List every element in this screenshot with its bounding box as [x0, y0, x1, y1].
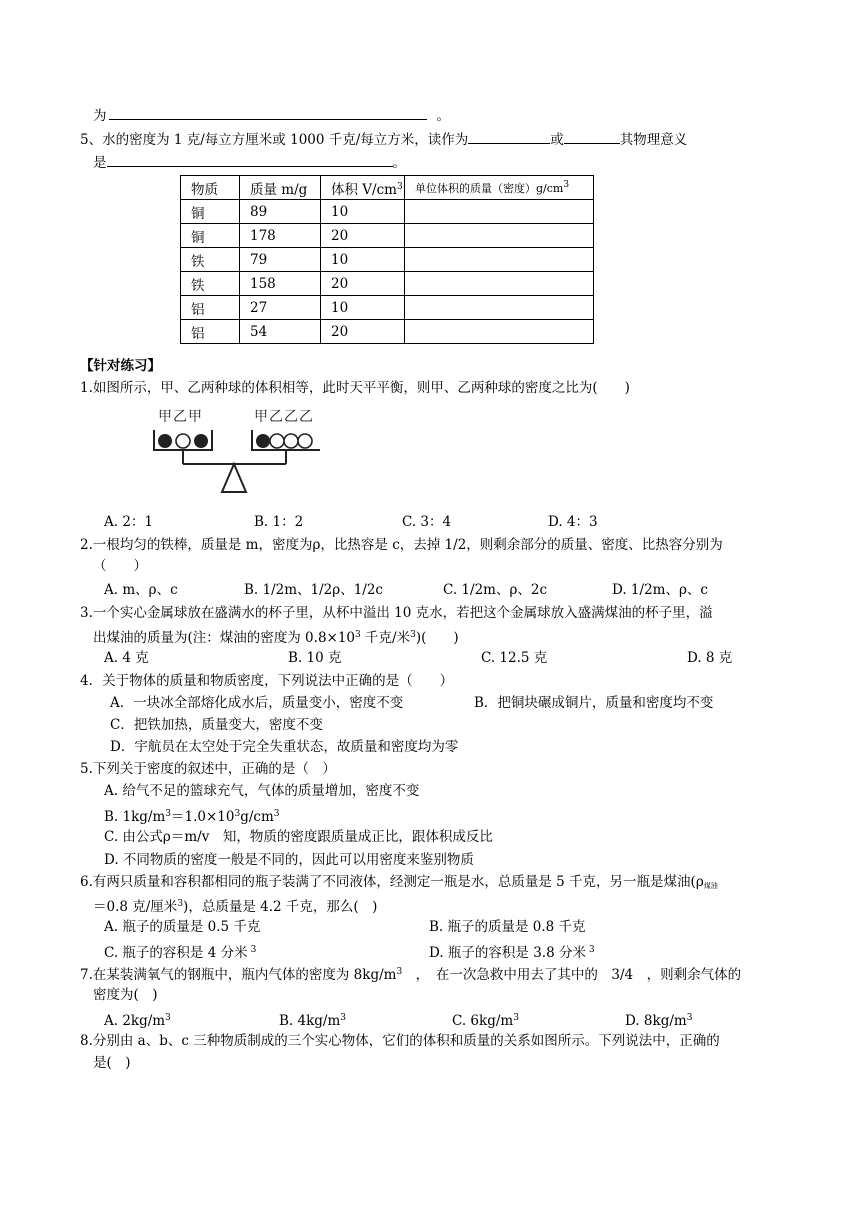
- answer-blank[interactable]: [107, 154, 393, 167]
- p1-option-c[interactable]: C. 3：4: [402, 514, 452, 530]
- q5-line1: 5、水的密度为 1 克/每立方厘米或 1000 千克/每立方米，读作为 或 其物理意义: [80, 132, 688, 148]
- p6-option-a[interactable]: A. 瓶子的质量是 0.5 千克: [104, 919, 261, 935]
- p1-option-d[interactable]: D. 4：3: [548, 514, 598, 530]
- q5-line2: 是 。: [93, 155, 406, 171]
- p2-option-c[interactable]: C. 1/2m、ρ、2c: [443, 582, 548, 598]
- p7-stem-1: 7.在某装满氧气的钢瓶中，瓶内气体的密度为 $8kg/m^3$ ， 在一次急救中用去了其中的 3/4 ，则剩余气体的: [80, 967, 742, 983]
- table-row: 铁 79 10: [181, 248, 594, 272]
- p4-option-c[interactable]: C．把铁加热，质量变大，密度不变: [110, 717, 323, 733]
- density-answer-cell[interactable]: [405, 224, 594, 248]
- section-title: 【针对练习】: [80, 358, 161, 374]
- p7-option-b[interactable]: B. $4kg/m^3$: [279, 1013, 346, 1029]
- table-row: 铜 178 20: [181, 224, 594, 248]
- p5-option-d[interactable]: D. 不同物质的密度一般是不同的，因此可以用密度来鉴别物质: [104, 852, 474, 868]
- p4-stem: 4．关于物体的质量和物质密度，下列说法中正确的是（ ）: [80, 673, 454, 689]
- p3-option-c[interactable]: C. 12.5 克: [481, 650, 548, 666]
- p7-option-c[interactable]: C. $6kg/m^3$: [452, 1013, 519, 1029]
- p1-option-b[interactable]: B. 1：2: [254, 514, 304, 530]
- density-answer-cell[interactable]: [405, 272, 594, 296]
- p2-paren: （ ）: [93, 558, 147, 574]
- density-answer-cell[interactable]: [405, 248, 594, 272]
- p4-option-d[interactable]: D．宇航员在太空处于完全失重状态，故质量和密度均为零: [110, 739, 459, 755]
- p5-option-c[interactable]: C. 由公式ρ＝m/v 知，物质的密度跟质量成正比，跟体积成反比: [104, 829, 493, 845]
- p4-option-b[interactable]: B．把铜块碾成铜片，质量和密度均不变: [474, 695, 714, 711]
- p3-stem-2: 出煤油的质量为(注：煤油的密度为 $0.8\times 10^3$ 千克/米$^3$)( ): [93, 630, 459, 646]
- p6-stem-1: 6.有两只质量和容积都相同的瓶子装满了不同液体，经测定一瓶是水，总质量是 5 千克，另一瓶是煤油($\rho_{煤油}$: [80, 874, 718, 890]
- table-row: 铝 54 20: [181, 320, 594, 344]
- density-answer-cell[interactable]: [405, 296, 594, 320]
- p7-stem-2: 密度为( ): [93, 987, 158, 1003]
- density-answer-cell[interactable]: [405, 320, 594, 344]
- table-row: 铁 158 20: [181, 272, 594, 296]
- p2-option-d[interactable]: D. 1/2m、ρ、c: [612, 582, 708, 598]
- p2-stem: 2.一根均匀的铁棒，质量是 m，密度为ρ，比热容是 c，去掉 1/2，则剩余部分的质量、密度、比热容分别为: [80, 537, 723, 553]
- answer-blank[interactable]: [468, 131, 550, 144]
- balance-right-label: 甲乙乙乙: [254, 409, 314, 425]
- p3-option-a[interactable]: A. 4 克: [104, 650, 149, 666]
- density-table: [180, 175, 594, 344]
- p7-option-d[interactable]: D. $8kg/m^3$: [625, 1013, 693, 1029]
- p3-stem-1: 3.一个实心金属球放在盛满水的杯子里，从杯中溢出 10 克水，若把这个金属球放入盛满煤油的杯子里，溢: [80, 605, 713, 621]
- table-row: 铜 89 10: [181, 200, 594, 224]
- p8-stem-1: 8.分别由 a、b、c 三种物质制成的三个实心物体，它们的体积和质量的关系如图所示。下列说法中，正确的: [80, 1033, 720, 1049]
- p6-option-d[interactable]: D. 瓶子的容积是 3.8 分米 $^3$: [429, 945, 595, 961]
- table-row: 铝 27 10: [181, 296, 594, 320]
- p5-option-b[interactable]: B. $1kg/m^3=1.0\times 10^3g/cm^3$: [104, 809, 280, 825]
- p1-stem: 1.如图所示，甲、乙两种球的体积相等，此时天平平衡，则甲、乙两种球的密度之比为( ): [80, 380, 630, 396]
- p2-option-a[interactable]: A. m、ρ、c: [104, 582, 178, 598]
- fill-line-wei: 为 。: [93, 108, 450, 124]
- p6-option-b[interactable]: B. 瓶子的质量是 0.8 千克: [429, 919, 586, 935]
- balance-figure: [150, 406, 320, 498]
- p5-option-a[interactable]: A. 给气不足的篮球充气，气体的质量增加，密度不变: [104, 783, 420, 799]
- p2-option-b[interactable]: B. 1/2m、1/2ρ、1/2c: [244, 582, 383, 598]
- table-header-row: 物质 质量 m/g 体积 $V/cm^3$ 单位体积的质量（密度）$g/cm^3$: [181, 176, 594, 200]
- density-answer-cell[interactable]: [405, 200, 594, 224]
- p6-stem-2: ＝0.8 克/厘米$^3$)，总质量是 4.2 千克，那么( ): [93, 899, 378, 915]
- p3-option-d[interactable]: D. 8 克: [687, 650, 733, 666]
- p5-stem: 5.下列关于密度的叙述中，正确的是（ ）: [80, 761, 336, 777]
- p7-option-a[interactable]: A. $2kg/m^3$: [104, 1013, 171, 1029]
- wei-label: 为: [93, 108, 107, 124]
- balance-scale-drawing: [150, 406, 320, 498]
- answer-blank[interactable]: [564, 131, 620, 144]
- p4-option-a[interactable]: A．一块冰全部熔化成水后，质量变小，密度不变: [110, 695, 404, 711]
- balance-left-label: 甲乙甲: [158, 409, 203, 425]
- p6-option-c[interactable]: C. 瓶子的容积是 4 分米 $^3$: [104, 945, 257, 961]
- p1-option-a[interactable]: A. 2：1: [104, 514, 154, 530]
- p8-stem-2: 是( ): [93, 1055, 131, 1071]
- p3-option-b[interactable]: B. 10 克: [288, 650, 342, 666]
- answer-blank[interactable]: [109, 107, 427, 120]
